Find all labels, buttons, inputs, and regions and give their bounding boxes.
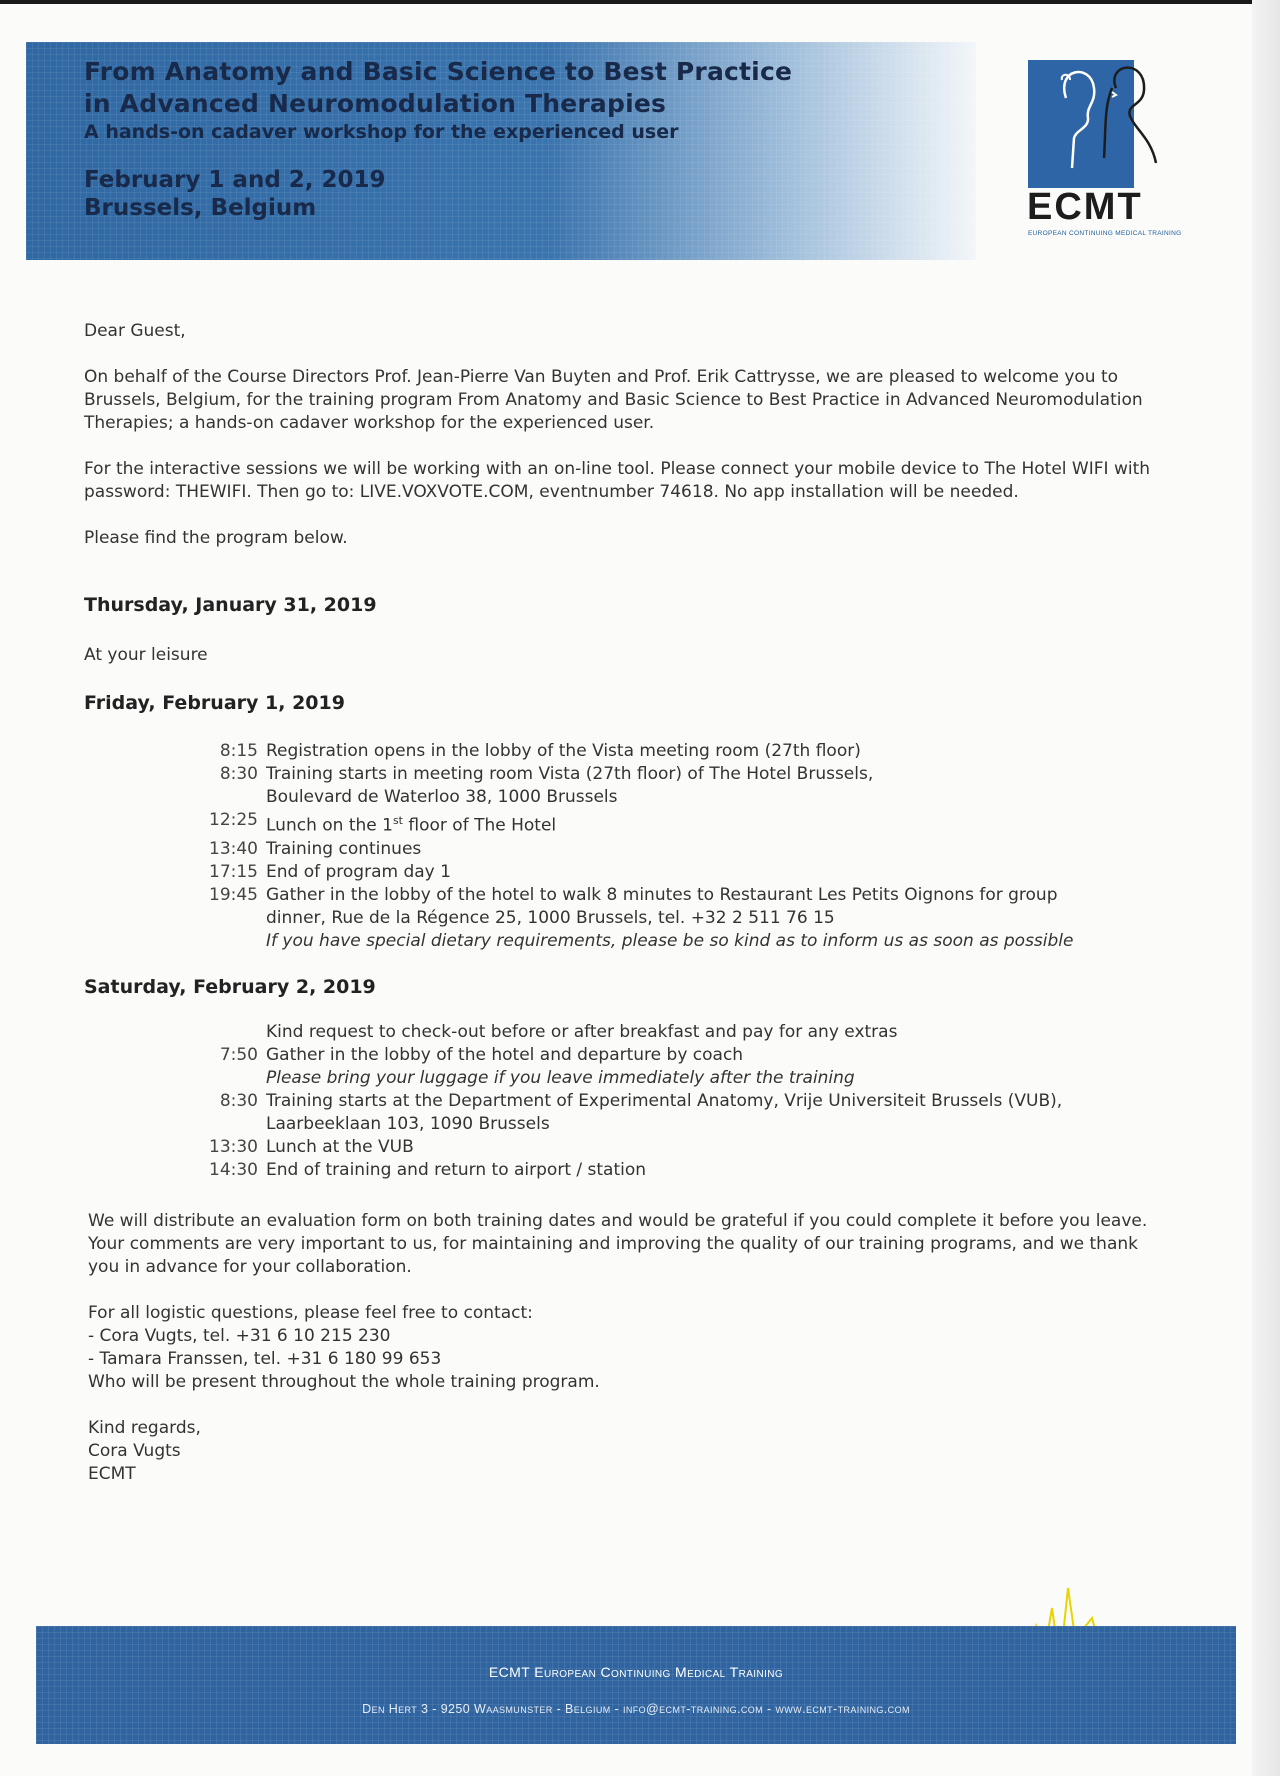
schedule-item (190, 740, 1170, 763)
schedule-time: 12:25 (209, 810, 258, 830)
schedule-time: 14:30 (209, 1160, 258, 1180)
superscript: st (392, 814, 403, 827)
schedule-item (190, 1136, 1170, 1159)
friday-schedule (190, 740, 1170, 953)
evaluation-paragraph: We will distribute an evaluation form on both training dates and would be grateful if you could complete it before you leave. Your comments are very important to us, for maintaining and improving the quality of our training programs, and we thank you in advance for your collaboration. (88, 1211, 1148, 1277)
schedule-text: Registration opens in the lobby of the Vista meeting room (27th floor) (266, 741, 861, 761)
schedule-text (266, 1090, 1170, 1136)
schedule-time: 17:15 (209, 861, 258, 882)
header-banner (26, 42, 976, 260)
schedule-text: Lunch at the VUB (266, 1137, 414, 1157)
logo-tagline: EUROPEAN CONTINUING MEDICAL TRAINING (1028, 230, 1182, 237)
schedule-line: Boulevard de Waterloo 38, 1000 Brussels (266, 787, 618, 807)
scan-edge-right (1252, 0, 1280, 1776)
schedule-line: Laarbeeklaan 103, 1090 Brussels (266, 1114, 550, 1134)
schedule-time: 13:40 (209, 838, 258, 859)
schedule-time: 8:30 (219, 1091, 258, 1111)
contact-line: - Tamara Franssen, tel. +31 6 180 99 653 (88, 1349, 442, 1369)
sender-org: ECMT (88, 1464, 136, 1484)
schedule-text: Kind request to check-out before or after breakfast and pay for any extras (266, 1022, 898, 1042)
scan-edge (0, 0, 1280, 4)
closing-section (88, 1210, 1168, 1486)
schedule-text (266, 1044, 1170, 1090)
day-heading-thursday: Thursday, January 31, 2019 (84, 594, 377, 616)
saturday-schedule (190, 1021, 1170, 1182)
course-dates: February 1 and 2, 2019 (84, 167, 386, 193)
schedule-note: Please bring your luggage if you leave immediately after the training (266, 1068, 855, 1088)
schedule-text: End of training and return to airport / station (266, 1160, 647, 1180)
schedule-line: Gather in the lobby of the hotel to walk 8 minutes to Restaurant Les Petits Oignons for group (266, 884, 1058, 905)
course-subtitle: A hands-on cadaver workshop for the experienced user (84, 121, 679, 143)
footer-org-name: ECMT European Continuing Medical Training (488, 1664, 784, 1680)
schedule-line: Lunch on the 1 (266, 815, 393, 836)
two-heads-icon (1026, 58, 1206, 188)
schedule-note: If you have special dietary requirements, please be so kind as to inform us as soon as possible (266, 930, 1074, 951)
letter-body (84, 320, 1164, 573)
schedule-item (190, 884, 1170, 953)
regards: Kind regards, (88, 1418, 201, 1438)
greeting: Dear Guest, (84, 321, 186, 341)
schedule-time: 19:45 (209, 884, 258, 905)
schedule-item (190, 1021, 1170, 1044)
schedule-text (266, 809, 1170, 838)
contact-intro: For all logistic questions, please feel free to contact: (88, 1303, 533, 1323)
sender-name: Cora Vugts (88, 1441, 181, 1461)
course-location: Brussels, Belgium (84, 195, 317, 221)
contact-line: - Cora Vugts, tel. +31 6 10 215 230 (88, 1326, 391, 1346)
schedule-item (190, 838, 1170, 861)
day-heading-friday: Friday, February 1, 2019 (84, 692, 345, 714)
ecmt-logo (1026, 58, 1206, 238)
schedule-item (190, 1090, 1170, 1136)
program-intro: Please find the program below. (84, 528, 348, 548)
schedule-line: Gather in the lobby of the hotel and departure by coach (266, 1045, 744, 1065)
schedule-time: 8:30 (219, 764, 258, 784)
logo-wordmark: ECMT (1027, 186, 1143, 228)
schedule-time: 13:30 (209, 1137, 258, 1157)
schedule-text: Training continues (266, 838, 422, 859)
schedule-text (266, 884, 1170, 953)
schedule-item (190, 1044, 1170, 1090)
schedule-text (266, 763, 1170, 809)
footer-address: Den Hert 3 - 9250 Waasmunster - Belgium - info@ecmt-training.com - www.ecmt-training.com (362, 1702, 910, 1716)
schedule-time (190, 1021, 266, 1044)
schedule-line: Training starts at the Department of Experimental Anatomy, Vrije Universiteit Brussels (VUB), (266, 1091, 1063, 1111)
thursday-text: At your leisure (84, 645, 208, 665)
schedule-item (190, 1159, 1170, 1182)
schedule-line: dinner, Rue de la Régence 25, 1000 Brussels, tel. +32 2 511 76 15 (266, 907, 835, 928)
wifi-paragraph: For the interactive sessions we will be working with an on-line tool. Please connect your mobile device to The Hotel WIFI with password: THEWIFI. Then go to: LIVE.VOXVOTE.COM, eventnumber 74618. No app installation will be needed. (84, 459, 1151, 502)
contact-outro: Who will be present throughout the whole training program. (88, 1372, 600, 1392)
schedule-time: 7:50 (219, 1045, 258, 1065)
schedule-line: Training starts in meeting room Vista (27th floor) of The Hotel Brussels, (266, 764, 874, 784)
schedule-item (190, 861, 1170, 884)
schedule-item (190, 809, 1170, 838)
day-heading-saturday: Saturday, February 2, 2019 (84, 976, 376, 998)
footer-bar (36, 1626, 1236, 1744)
course-title-line2: in Advanced Neuromodulation Therapies (84, 89, 667, 118)
intro-paragraph: On behalf of the Course Directors Prof. Jean-Pierre Van Buyten and Prof. Erik Cattrysse, we are pleased to welcome you to Brussels, Belgium, for the training program From Anatomy and Basic Science to Best Practice in Advanced Neuromodulation Therapies; a hands-on cadaver workshop for the experienced user. (84, 367, 1143, 433)
schedule-time: 8:15 (219, 741, 258, 761)
banner-text (84, 56, 792, 222)
schedule-text: End of program day 1 (266, 861, 451, 882)
schedule-line: floor of The Hotel (403, 815, 557, 836)
course-title-line1: From Anatomy and Basic Science to Best Practice (84, 57, 793, 86)
schedule-item (190, 763, 1170, 809)
